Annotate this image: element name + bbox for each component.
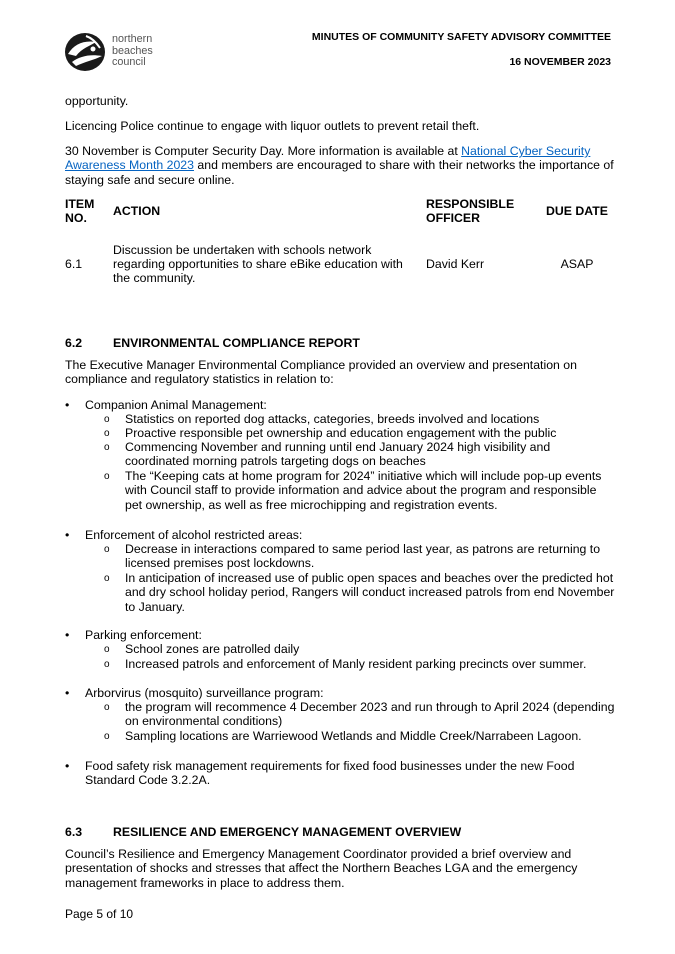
cell-action: Discussion be undertaken with schools network regarding opportunities to share eBike education with the community. — [113, 242, 403, 286]
bullet-marker: • — [65, 628, 70, 642]
section-heading-6-3 — [65, 825, 461, 839]
sub-bullet-text: the program will recommence 4 December 2023 and run through to April 2024 (depending on environmental conditions) — [125, 700, 615, 729]
sub-bullet-marker: o — [104, 659, 110, 670]
sub-bullet-marker: o — [104, 428, 110, 439]
bullet-text: Arborvirus (mosquito) surveillance program: — [85, 686, 324, 700]
action-table-header-row — [65, 192, 615, 230]
intro-line-2: Licencing Police continue to engage with liquor outlets to prevent retail theft. — [65, 119, 480, 133]
sub-bullet-marker: o — [104, 414, 110, 425]
sub-bullet-text: Proactive responsible pet ownership and education engagement with the public — [125, 426, 557, 440]
council-logo — [62, 30, 108, 74]
sub-bullet-marker: o — [104, 442, 110, 453]
council-logo-mark-icon — [62, 30, 108, 74]
cyber-security-link[interactable]: National Cyber Security Awareness Month 2023 — [65, 144, 591, 173]
bullet-text: Companion Animal Management: — [85, 398, 267, 412]
section-title: ENVIRONMENTAL COMPLIANCE REPORT — [113, 336, 360, 350]
sub-bullet-text: School zones are patrolled daily — [125, 642, 300, 656]
logo-line: northern — [112, 33, 153, 45]
logo-line: council — [112, 56, 146, 68]
cell-officer: David Kerr — [426, 256, 485, 271]
header-responsible-officer: RESPONSIBLE OFFICER — [426, 197, 515, 225]
section-6-2-intro: The Executive Manager Environmental Compliance provided an overview and presentation on compliance and regulatory statistics in relation to: — [65, 358, 577, 387]
sub-bullet-marker: o — [104, 573, 110, 584]
sub-bullet-text: The “Keeping cats at home program for 2024” initiative which will include pop-up events with Council staff to provide information and advice about the program and responsible pet ownership, as well as free microchipping and registration events. — [125, 469, 602, 512]
logo-line: beaches — [112, 44, 153, 57]
action-table — [65, 192, 615, 298]
council-logo-wordmark — [112, 34, 153, 69]
bullet-marker: • — [65, 759, 70, 773]
section-6-3-body: Council’s Resilience and Emergency Management Coordinator provided a brief overview and presentation of shocks and stresses that affect the Northern Beaches LGA and the emergency management frameworks in place to address them. — [65, 847, 578, 890]
bullet-marker: • — [65, 528, 70, 542]
sub-bullet-text: Statistics on reported dog attacks, categories, breeds involved and locations — [125, 412, 540, 426]
document-title: MINUTES OF COMMUNITY SAFETY ADVISORY COMMITTEE — [311, 31, 611, 43]
bullet-marker: • — [65, 686, 70, 700]
cyber-text-before: 30 November is Computer Security Day. More information is available at — [65, 144, 462, 158]
sub-bullet-text: Increased patrols and enforcement of Manly resident parking precincts over summer. — [125, 657, 587, 671]
sub-bullet-text: In anticipation of increased use of public open spaces and beaches over the predicted hot and dry school holiday period, Rangers will conduct increased patrols from end November to January. — [125, 571, 615, 614]
header-item-no: ITEM NO. — [65, 197, 95, 225]
sub-bullet-marker: o — [104, 731, 110, 742]
bullet-marker: • — [65, 398, 70, 412]
cell-item-no: 6.1 — [65, 256, 83, 271]
section-number: 6.3 — [65, 825, 83, 839]
page-number: Page 5 of 10 — [65, 907, 134, 921]
sub-bullet-marker: o — [104, 471, 110, 482]
table-row — [65, 230, 615, 298]
intro-line-1: opportunity. — [65, 94, 129, 108]
cyber-text-after: and members are encouraged to share with their networks the importance of staying safe and secure online. — [65, 158, 614, 187]
cyber-security-paragraph — [65, 144, 617, 187]
cell-due-date: ASAP — [560, 256, 594, 271]
section-number: 6.2 — [65, 336, 83, 350]
sub-bullet-marker: o — [104, 544, 110, 555]
sub-bullet-text: Decrease in interactions compared to same period last year, as patrons are returning to licensed premises post lockdowns. — [125, 542, 601, 571]
sub-bullet-text: Sampling locations are Warriewood Wetlands and Middle Creek/Narrabeen Lagoon. — [125, 729, 582, 743]
sub-bullet-marker: o — [104, 644, 110, 655]
bullet-text: Enforcement of alcohol restricted areas: — [85, 528, 303, 542]
bullet-text: Food safety risk management requirements for fixed food businesses under the new Food Standard Code 3.2.2A. — [85, 759, 575, 788]
header-action: ACTION — [113, 204, 161, 218]
section-heading-6-2 — [65, 336, 360, 350]
bullet-text: Parking enforcement: — [85, 628, 202, 642]
document-date: 16 NOVEMBER 2023 — [509, 56, 611, 68]
sub-bullet-text: Commencing November and running until end January 2024 high visibility and coordinated morning patrols targeting dogs on beaches — [125, 440, 551, 469]
section-title: RESILIENCE AND EMERGENCY MANAGEMENT OVERVIEW — [113, 825, 462, 839]
header-due-date: DUE DATE — [546, 204, 608, 218]
sub-bullet-marker: o — [104, 702, 110, 713]
